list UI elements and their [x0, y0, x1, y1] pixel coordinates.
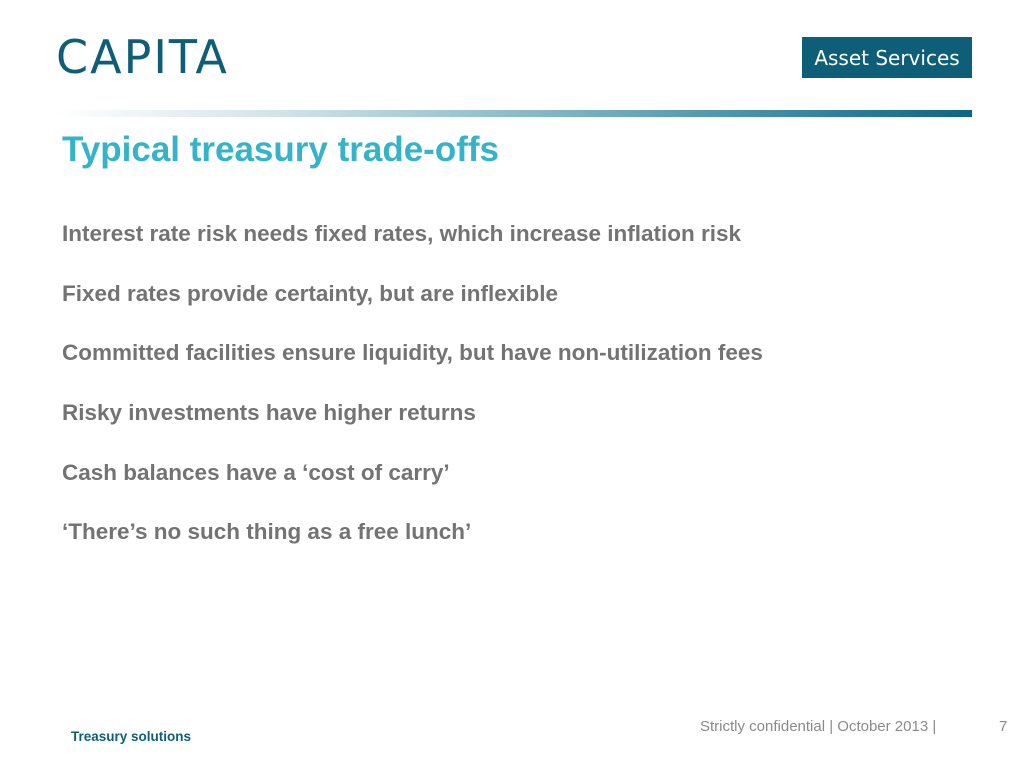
- footer-confidential-text: Strictly confidential | October 2013 |: [700, 718, 937, 735]
- bullet-item: Fixed rates provide certainty, but are inflexible: [62, 280, 558, 306]
- asset-services-badge: [802, 37, 972, 78]
- page-number: 7: [999, 718, 1008, 735]
- bullet-item: Cash balances have a ‘cost of carry’: [62, 459, 450, 485]
- bullet-item: Committed facilities ensure liquidity, but have non-utilization fees: [62, 340, 763, 366]
- bullet-list: [62, 218, 763, 576]
- asset-services-label: Asset Services: [814, 45, 960, 70]
- header-divider: [56, 110, 972, 117]
- bullet-item: ‘There’s no such thing as a free lunch’: [62, 519, 472, 545]
- capita-logo: CAPITA: [56, 30, 229, 84]
- footer-section-label: Treasury solutions: [71, 729, 192, 744]
- bullet-item: Interest rate risk needs fixed rates, which increase inflation risk: [62, 221, 742, 246]
- slide-title: Typical treasury trade-offs: [62, 130, 499, 169]
- bullet-item: Risky investments have higher returns: [62, 400, 476, 426]
